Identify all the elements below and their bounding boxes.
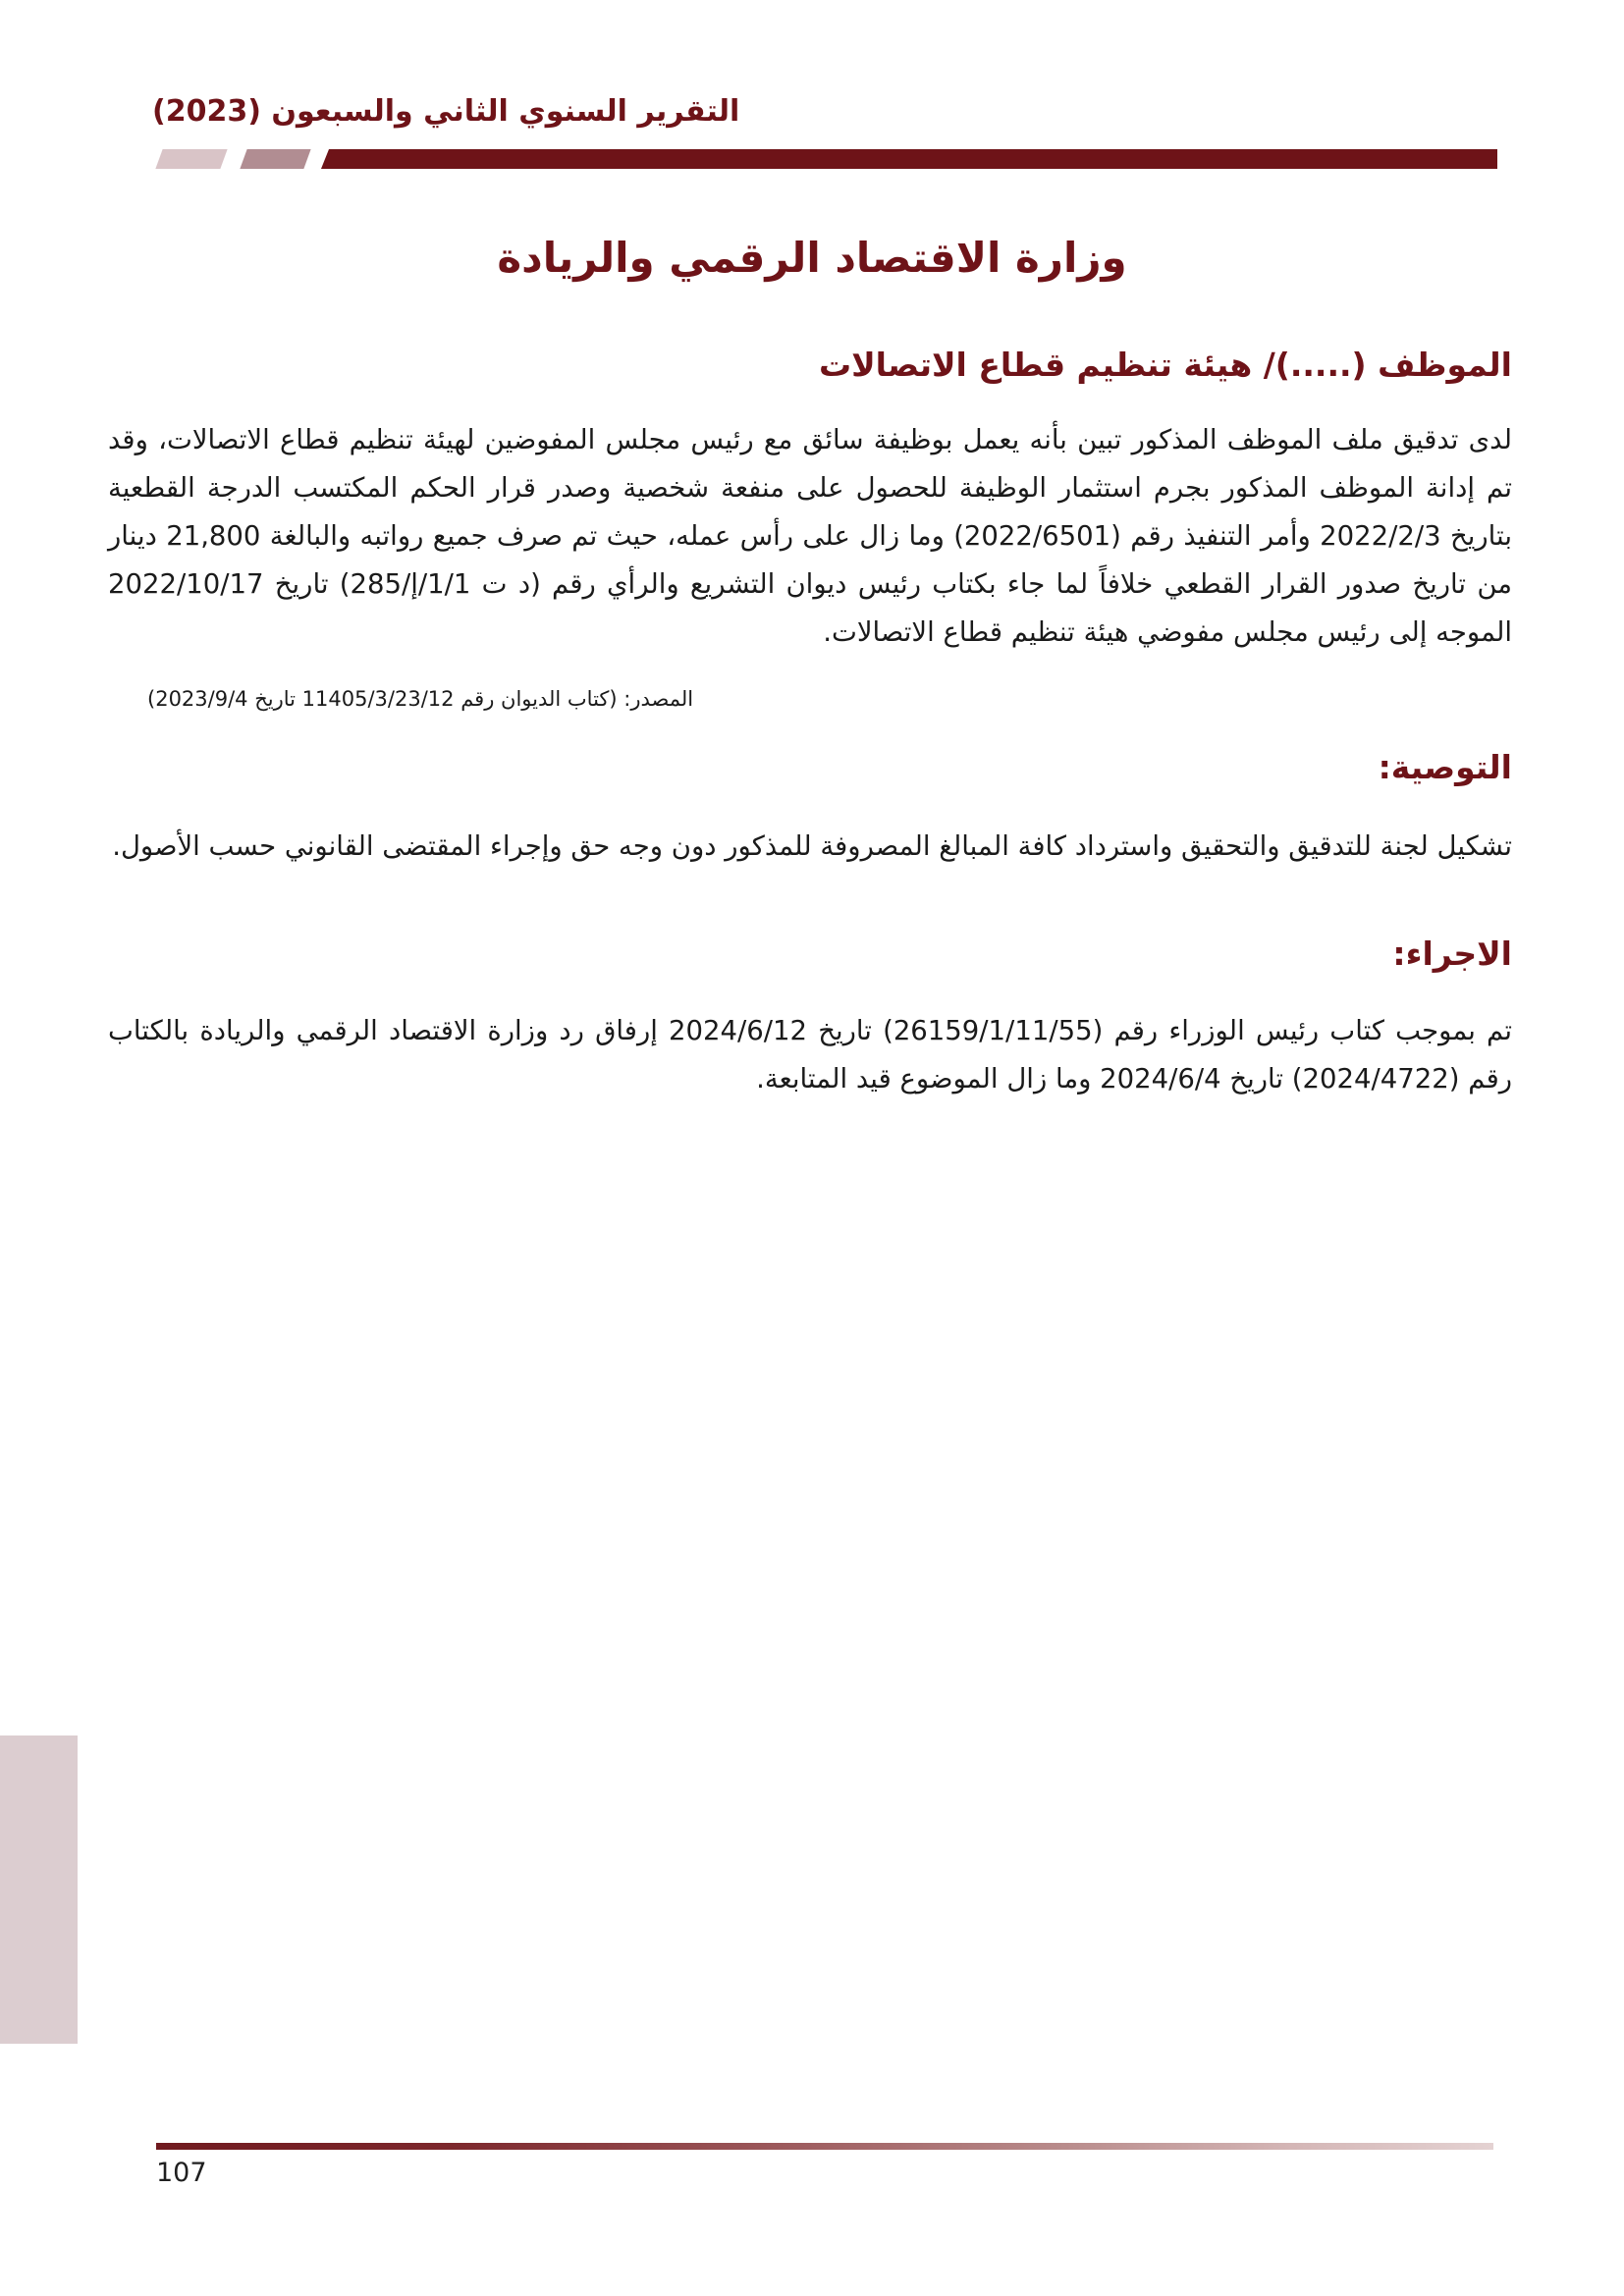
footer-gradient-rule: [156, 2143, 1493, 2150]
header-maroon-bar: [321, 149, 1497, 169]
ministry-title: وزارة الاقتصاد الرقمي والريادة: [497, 234, 1127, 282]
case-subject-title: الموظف (.....)/ هيئة تنظيم قطاع الاتصالات: [818, 346, 1512, 384]
action-paragraph: تم بموجب كتاب رئيس الوزراء رقم (26159/1/11/55) تاريخ 2024/6/12 إرفاق رد وزارة الاقتصاد الرقمي والريادة بالكتاب رقم (2024/4722) تاريخ 2024/6/4 وما زال الموضوع قيد المتابعة.: [108, 1015, 1513, 1095]
source-reference-line: المصدر: (كتاب الديوان رقم 11405/3/23/12 تاريخ 2023/9/4): [147, 687, 694, 711]
case-body-paragraph: لدى تدقيق ملف الموظف المذكور تبين بأنه يعمل بوظيفة سائق مع رئيس مجلس المفوضين لهيئة تنظيم قطاع الاتصالات، وقد تم إدانة الموظف المذكور بجرم استثمار الوظيفة للحصول على منفعة شخصية وصدر قرار الحكم المكتسب الدرجة القطعية بتاريخ 2022/2/3 وأمر التنفيذ رقم (2022/6501) وما زال على رأس عمله، حيث تم صرف جميع رواتبه والبالغة 21,800 دينار من تاريخ صدور القرار القطعي خلافاً لما جاء بكتاب رئيس ديوان التشريع والرأي رقم (د ت 1/1/إ/285) تاريخ 2022/10/17 الموجه إلى رئيس مجلس مفوضي هيئة تنظيم قطاع الاتصالات.: [108, 424, 1513, 648]
recommendation-heading: التوصية:: [1378, 748, 1512, 786]
header-accent-pink-shape: [155, 149, 227, 169]
left-margin-decorative-bar: [0, 1735, 78, 2044]
page-number: 107: [156, 2158, 207, 2188]
action-heading: الاجراء:: [1392, 934, 1512, 973]
recommendation-paragraph: تشكيل لجنة للتدقيق والتحقيق واسترداد كافة المبالغ المصروفة للمذكور دون وجه حق وإجراء المقتضى القانوني حسب الأصول.: [112, 830, 1512, 862]
header-bar-row: [0, 149, 1624, 169]
report-title: التقرير السنوي الثاني والسبعون (2023): [152, 94, 740, 129]
header-accent-mauve-shape: [240, 149, 310, 169]
